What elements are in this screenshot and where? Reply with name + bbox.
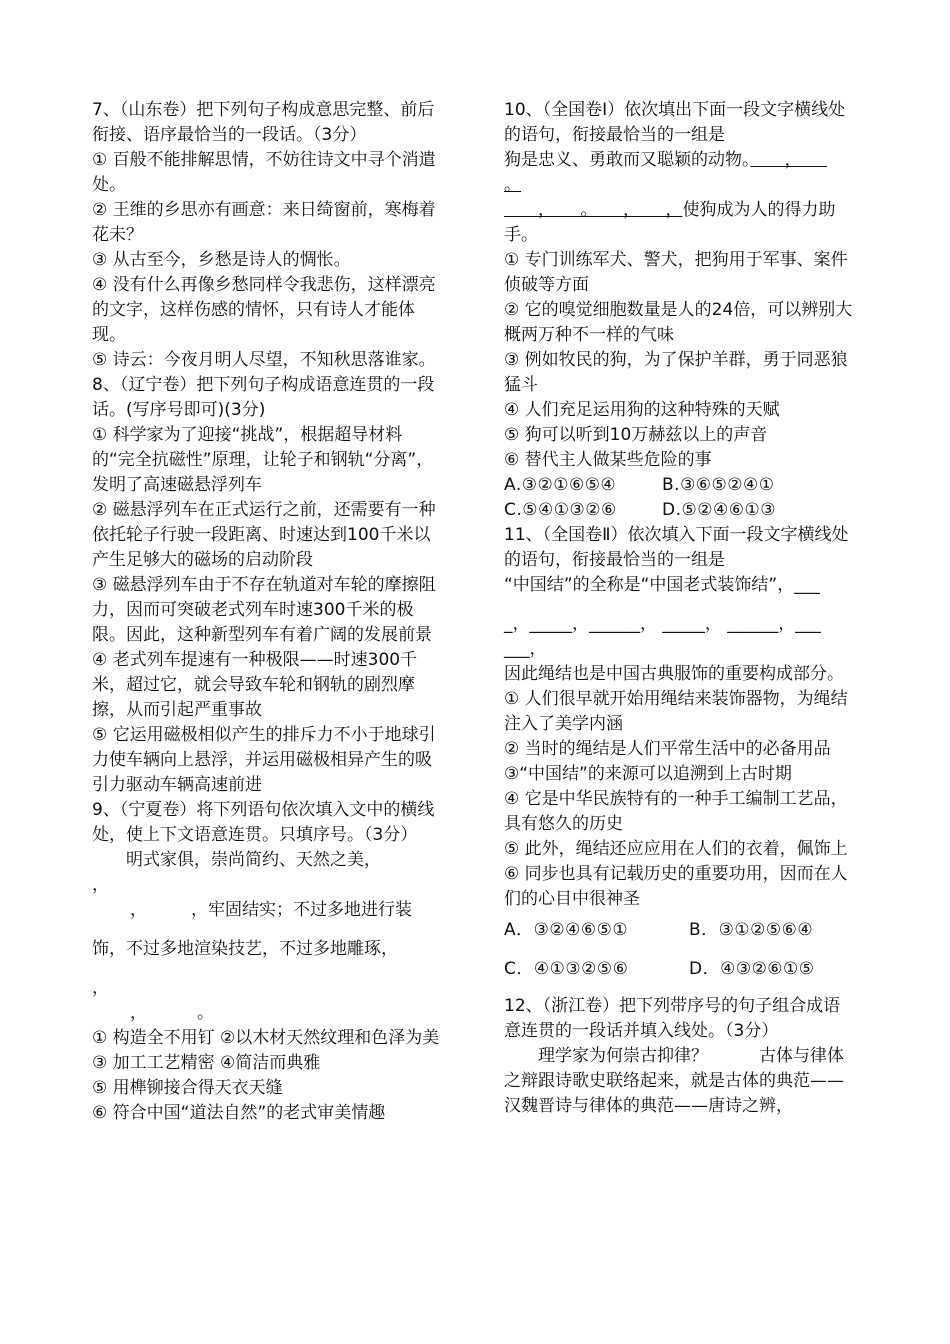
q10-options-row: [504, 498, 856, 523]
q9-passage-line: 饰，不过多地渲染技艺，不过多地雕琢，: [92, 939, 398, 959]
q10-passage-tail: 使狗成为人的得力助手。: [504, 200, 836, 245]
q11-item: ④ 它是中华民族特有的一种手工编制工艺品，具有悠久的历史: [504, 789, 848, 834]
q8-item: ④ 老式列车提速有一种极限——时速300千米，超过它，就会导致车轮和钢轨的剧烈摩擦，从而引起严重事故: [92, 650, 418, 720]
right-column: [504, 98, 856, 1119]
q11-blank-row: ___，: [504, 639, 547, 659]
q9-passage-line: [92, 1001, 444, 1026]
q7-item: ⑤ 诗云：今夜月明人尽望，不知秋思落谁家。: [92, 350, 436, 370]
q10-item: ⑥ 替代主人做某些危险的事: [504, 450, 712, 470]
q10-item: ⑤ 狗可以听到10万赫兹以上的声音: [504, 425, 768, 445]
q11-item: ② 当时的绳结是人们平常生活中的必备用品: [504, 739, 831, 759]
q10-blank: 。: [504, 175, 521, 195]
q11-item: ① 人们很早就开始用绳结来装饰器物，为绳结注入了美学内涵: [504, 689, 848, 734]
q9-blank-period: 。: [197, 1003, 214, 1023]
q11-passage-tail: 因此绳结也是中国古典服饰的重要构成部分。: [504, 664, 844, 684]
q11-blank: ___: [794, 575, 820, 595]
q11-passage: [504, 573, 856, 598]
q10-options-row: [504, 473, 856, 498]
q10-item: ① 专门训练军犬、警犬，把狗用于军事、案件侦破等方面: [504, 250, 848, 295]
q8-title: 8、（辽宁卷）把下列句子构成语意连贯的一段话。(写序号即可)(3分): [92, 375, 435, 420]
q10-option-b: B.③⑥⑤②④①: [662, 475, 775, 495]
q11-blank-row: _，_____，______， _____， ______，___: [504, 614, 821, 634]
q11-option-d: D．④③②⑥①⑤: [689, 959, 815, 979]
q8-item: ② 磁悬浮列车在正式运行之前，还需要有一种依托轮子行驶一段距离、时速达到100千米以产生足够大的磁场的启动阶段: [92, 500, 436, 570]
q7-item: ① 百般不能排解思情，不妨往诗文中寻个消遣处。: [92, 150, 436, 195]
q10-item: ② 它的嗅觉细胞数量是人的24倍，可以辨别大概两万种不一样的气味: [504, 300, 853, 345]
q10-option-d: D.⑤②④⑥①③: [662, 500, 776, 520]
q7-item: ③ 从古至今，乡愁是诗人的惆怅。: [92, 250, 351, 270]
q9-passage-line: [92, 898, 444, 923]
q11-item: ⑤ 此外，绳结还应应用在人们的衣着，佩饰上: [504, 839, 848, 859]
q10-item: ③ 例如牧民的狗，为了保护羊群，勇于同恶狼猛斗: [504, 350, 848, 395]
q9-item: ⑥ 符合中国“道法自然”的老式审美情趣: [92, 1103, 386, 1123]
q10-title: 10、（全国卷Ⅰ）依次填出下面一段文字横线处的语句，衔接最恰当的一组是: [504, 100, 846, 145]
q10-option-a: A.③②①⑥⑤④: [504, 475, 617, 495]
q7-item: ④ 没有什么再像乡愁同样令我悲伤，这样漂亮的文字，这样伤感的情怀，只有诗人才能体现。: [92, 275, 436, 345]
q11-options-row: [504, 918, 856, 943]
q10-item: ④ 人们充足运用狗的这种特殊的天赋: [504, 400, 780, 420]
q11-options-row: [504, 957, 856, 982]
q12-title: 12、（浙江卷）把下列带序号的句子组合成语意连贯的一段话并填入线处。（3分）: [504, 996, 841, 1041]
q12-passage: 理学家为何崇古抑律？ 古体与律体之辩跟诗歌史联络起来，就是古体的典范——汉魏晋诗与律体的典范——唐诗之辨，: [504, 1046, 844, 1116]
q9-blank-comma: ，: [130, 1003, 147, 1023]
q10-passage: [504, 148, 856, 173]
q11-option-b: B．③①②⑤⑥④: [689, 920, 814, 940]
q11-item: ③“中国结”的来源可以追溯到上古时期: [504, 764, 792, 784]
q9-title: 9、（宁夏卷）将下列语句依次填入文中的横线处，使上下文语意连贯。只填序号。（3分）: [92, 800, 435, 845]
q7-title: 7、（山东卷）把下列句子构成意思完整、前后衔接、语序最恰当的一段话。（3分）: [92, 100, 435, 145]
q9-blank-comma: ，: [92, 875, 109, 895]
q8-item: ⑤ 它运用磁极相似产生的排斥力不小于地球引力使车辆向上悬浮，并运用磁极相异产生的吸引力驱动车辆高速前进: [92, 725, 436, 795]
q11-option-c: C．④①③②⑤⑥: [504, 959, 629, 979]
q9-blank-comma: ，: [92, 978, 109, 998]
q9-blank-comma: ，: [130, 900, 147, 920]
q9-passage-line: 明式家俱，崇尚简约、天然之美，: [126, 850, 381, 870]
q10-passage: [504, 173, 856, 198]
q10-option-c: C.⑤④①③②⑥: [504, 500, 617, 520]
q9-item: ⑤ 用榫铆接合得天衣天缝: [92, 1078, 283, 1098]
q10-passage: [504, 198, 856, 248]
q8-item: ① 科学家为了迎接“挑战”，根据超导材料的“完全抗磁性”原理，让轮子和钢轨“分离”，发明了高速磁悬浮列车: [92, 425, 434, 495]
q10-blank: ， 。 ， ，: [504, 200, 683, 220]
q8-item: ③ 磁悬浮列车由于不存在轨道对车轮的摩擦阻力，因而可突破老式列车时速300千米的极限。因此，这种新型列车有着广阔的发展前景: [92, 575, 436, 645]
q11-option-a: A．③②④⑥⑤①: [504, 920, 629, 940]
q9-item: ③ 加工工艺精密 ④简洁而典雅: [92, 1053, 321, 1073]
q7-item: ② 王维的乡思亦有画意：来日绮窗前，寒梅着花未？: [92, 200, 436, 245]
q10-passage-lead: 狗是忠义、勇敢而又聪颖的动物。: [504, 150, 751, 170]
q9-item: ① 构造全不用钉 ②以木材天然纹理和色泽为美: [92, 1028, 440, 1048]
left-column: [92, 98, 444, 1126]
q10-blank: ，: [750, 150, 827, 170]
q11-title: 11、（全国卷Ⅱ）依次填入下面一段文字横线处的语句，衔接最恰当的一组是: [504, 525, 849, 570]
q11-item: ⑥ 同步也具有记载历史的重要功用，因而在人们的心目中很神圣: [504, 864, 848, 909]
q11-passage-lead: “中国结”的全称是“中国老式装饰结”，: [504, 575, 795, 595]
q9-passage-text: ，牢固结实；不过多地进行装: [191, 900, 412, 920]
